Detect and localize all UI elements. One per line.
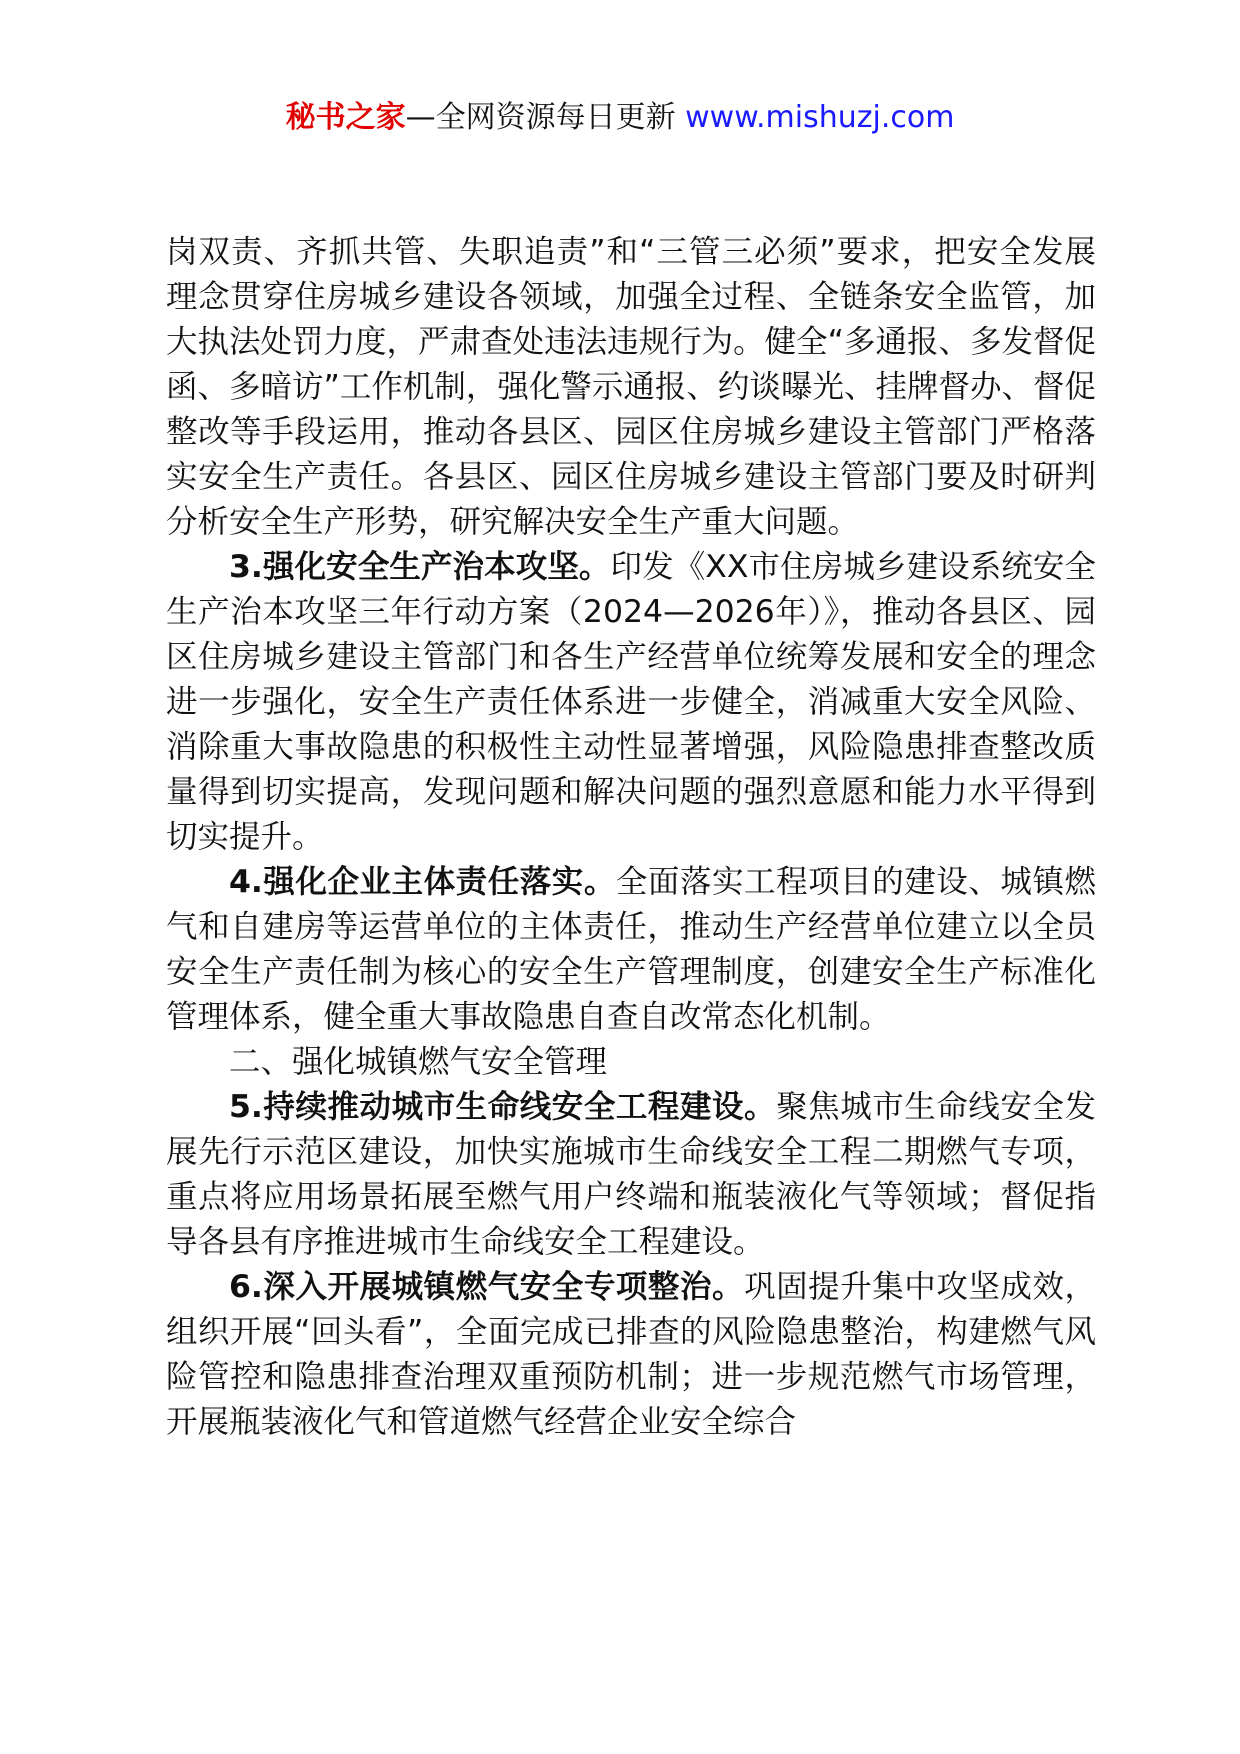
section-heading-text: 二、强化城镇燃气安全管理 [229,1044,608,1080]
paragraph-text: 印发《XX市住房城乡建设系统安全生产治本攻坚三年行动方案（2024—2026年）》，推动各县区、园区住房城乡建设主管部门和各生产经营单位统筹发展和安全的理念进一步强化，安全生产责任体系进一步健全，消减重大安全风险、消除重大事故隐患的积极性主动性显著增强，风险隐患排查整改质量得到切实提高，发现问题和解决问题的强烈意愿和能力水平得到切实提升。 [166,549,1096,855]
paragraph-text: 岗双责、齐抓共管、失职追责”和“三管三必须”要求，把安全发展理念贯穿住房城乡建设各领域，加强全过程、全链条安全监管，加大执法处罚力度，严肃查处违法违规行为。健全“多通报、多发督促函、多暗访”工作机制，强化警示通报、约谈曝光、挂牌督办、督促整改等手段运用，推动各县区、园区住房城乡建设主管部门严格落实安全生产责任。各县区、园区住房城乡建设主管部门要及时研判分析安全生产形势，研究解决安全生产重大问题。 [166,234,1096,540]
site-tagline: —全网资源每日更新 [405,100,676,135]
paragraph-lead: 4.强化企业主体责任落实。 [229,864,616,900]
site-url-link[interactable]: www.mishuzj.com [685,100,955,135]
paragraph-lead: 5.持续推动城市生命线安全工程建设。 [229,1089,777,1125]
paragraph-item-6 [166,1265,1096,1445]
paragraph-text: 巩固提升集中攻坚成效，组织开展“回头看”，全面完成已排查的风险隐患整治，构建燃气风险管控和隐患排查治理双重预防机制；进一步规范燃气市场管理，开展瓶装液化气和管道燃气经营企业安全综合 [166,1269,1096,1440]
site-brand: 秘书之家 [285,100,406,135]
section-heading-2 [166,1040,1096,1085]
paragraph-text: 全面落实工程项目的建设、城镇燃气和自建房等运营单位的主体责任，推动生产经营单位建立以全员安全生产责任制为核心的安全生产管理制度，创建安全生产标准化管理体系，健全重大事故隐患自查自改常态化机制。 [166,864,1096,1035]
paragraph-item-3 [166,545,1096,860]
page-header [0,98,1240,138]
document-body [166,230,1096,1445]
paragraph-item-5 [166,1085,1096,1265]
paragraph-continuation [166,230,1096,545]
paragraph-text: 聚焦城市生命线安全发展先行示范区建设，加快实施城市生命线安全工程二期燃气专项，重点将应用场景拓展至燃气用户终端和瓶装液化气等领域；督促指导各县有序推进城市生命线安全工程建设。 [166,1089,1096,1260]
paragraph-lead: 3.强化安全生产治本攻坚。 [229,549,611,585]
paragraph-item-4 [166,860,1096,1040]
paragraph-lead: 6.深入开展城镇燃气安全专项整治。 [229,1269,745,1305]
